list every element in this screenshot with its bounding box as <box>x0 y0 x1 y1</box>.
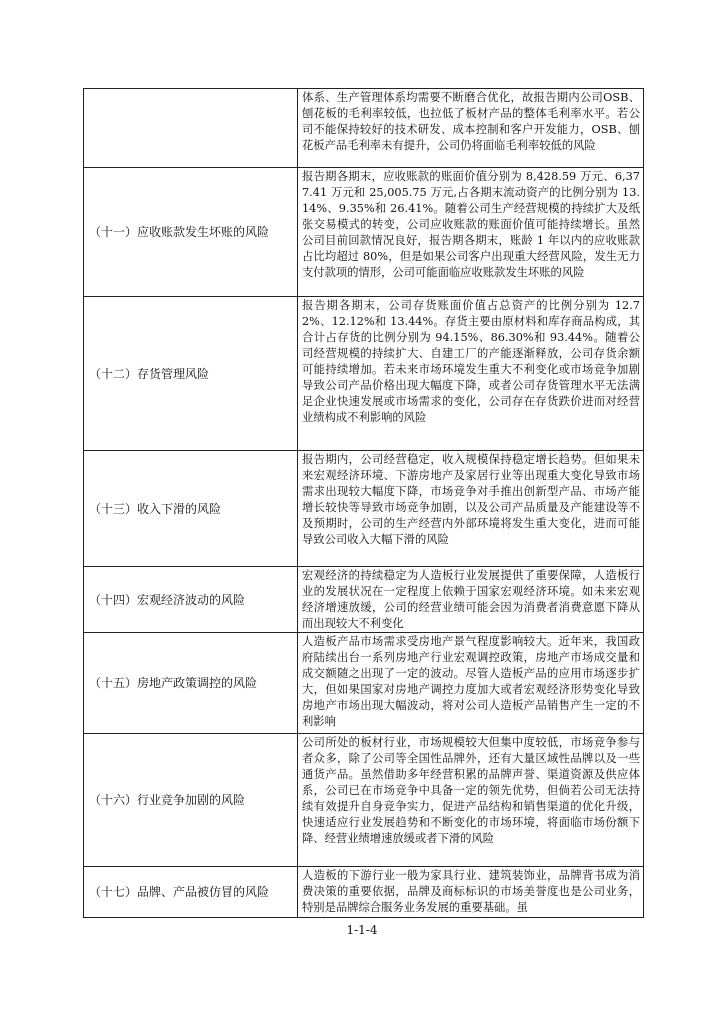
risk-description-cell: 人造板产品市场需求受房地产景气程度影响较大。近年来，我国政府陆续出台一系列房地产行业宏观调控政策，房地产市场成交量和成交额随之出现了一定的波动。尽管人造板产品的应用市场逐步扩大，但如果国家对房地产调控力度加大或者宏观经济形势变化导致房地产市场出现大幅波动，将对公司人造板产品销售产生一定的不利影响 <box>298 633 644 734</box>
risk-description-cell: 报告期内，公司经营稳定，收入规模保持稳定增长趋势。但如果未来宏观经济环境、下游房地产及家居行业等出现重大变化导致市场需求出现较大幅度下降，市场竞争对手推出创新型产品、市场产能增长较快等导致市场竞争加剧，以及公司产品质量及产能建设等不及预期时，公司的生产经营内外部环境将发生重大变化，进而可能导致公司收入大幅下滑的风险 <box>298 451 644 567</box>
table-row <box>84 567 644 633</box>
risk-name-cell: （十五）房地产政策调控的风险 <box>84 633 298 734</box>
table-row <box>84 89 644 168</box>
risk-description-cell: 报告期各期末，公司存货账面价值占总资产的比例分别为 12.72%、12.12%和 13.44%。存货主要由原材料和库存商品构成，其合计占存货的比例分别为 94.15%、86.30%和 93.44%。随着公司经营规模的持续扩大、自建工厂的产能逐渐释放，公司存货余额可能持续增加。若未来市场环境发生重大不利变化或市场竞争加剧导致公司产品价格出现大幅度下降，或者公司存货管理水平无法满足企业快速发展或市场需求的变化，公司存在存货跌价进而对经营业绩构成不利影响的风险 <box>298 297 644 451</box>
risk-name-cell: （十三）收入下滑的风险 <box>84 451 298 567</box>
risk-description-cell: 公司所处的板材行业，市场规模较大但集中度较低，市场竞争参与者众多，除了公司等全国性品牌外，还有大量区域性品牌以及一些通货产品。虽然借助多年经营积累的品牌声誉、渠道资源及供应体系，公司已在市场竞争中具备一定的领先优势，但倘若公司无法持续有效提升自身竞争实力，促进产品结构和销售渠道的优化升级，快速适应行业发展趋势和不断变化的市场环境，将面临市场份额下降、经营业绩增速放缓或者下滑的风险 <box>298 734 644 867</box>
risk-name-cell: （十一）应收账款发生坏账的风险 <box>84 168 298 297</box>
table-row <box>84 168 644 297</box>
risk-name-cell: （十六）行业竞争加剧的风险 <box>84 734 298 867</box>
table-row <box>84 867 644 918</box>
page-number: 1-1-4 <box>346 923 378 937</box>
risk-factor-table <box>83 88 644 918</box>
risk-description-cell: 报告期各期末，应收账款的账面价值分别为 8,428.59 万元、6,377.41 万元和 25,005.75 万元,占各期末流动资产的比例分别为 13.14%、9.35%和 26.41%。随着公司生产经营规模的持续扩大及纸张交易模式的转变，公司应收账款的账面价值可能持续增长。虽然公司目前回款情况良好，报告期各期末，账龄 1 年以内的应收账款占比均超过 80%，但是如果公司客户出现重大经营风险，发生无力支付款项的情形，公司可能面临应收账款发生坏账的风险 <box>298 168 644 297</box>
table-row <box>84 297 644 451</box>
table-row <box>84 451 644 567</box>
risk-description-cell: 人造板的下游行业一般为家具行业、建筑装饰业，品牌背书成为消费决策的重要依据，品牌及商标标识的市场美誉度也是公司业务，特别是品牌综合服务业务发展的重要基础。虽 <box>298 867 644 918</box>
risk-description-cell: 体系、生产管理体系均需要不断磨合优化，故报告期内公司OSB、刨花板的毛利率较低，也拉低了板材产品的整体毛利率水平。若公司不能保持较好的技术研发、成本控制和客户开发能力，OSB、刨花板产品毛利率未有提升，公司仍将面临毛利率较低的风险 <box>298 89 644 168</box>
risk-description-cell: 宏观经济的持续稳定为人造板行业发展提供了重要保障，人造板行业的发展状况在一定程度上依赖于国家宏观经济环境。如未来宏观经济增速放缓，公司的经营业绩可能会因为消费者消费意愿下降从而出现较大不利变化 <box>298 567 644 633</box>
risk-name-cell <box>84 89 298 168</box>
table-row <box>84 633 644 734</box>
risk-name-cell: （十七）品牌、产品被仿冒的风险 <box>84 867 298 918</box>
table-row <box>84 734 644 867</box>
risk-name-cell: （十四）宏观经济波动的风险 <box>84 567 298 633</box>
risk-name-cell: （十二）存货管理风险 <box>84 297 298 451</box>
